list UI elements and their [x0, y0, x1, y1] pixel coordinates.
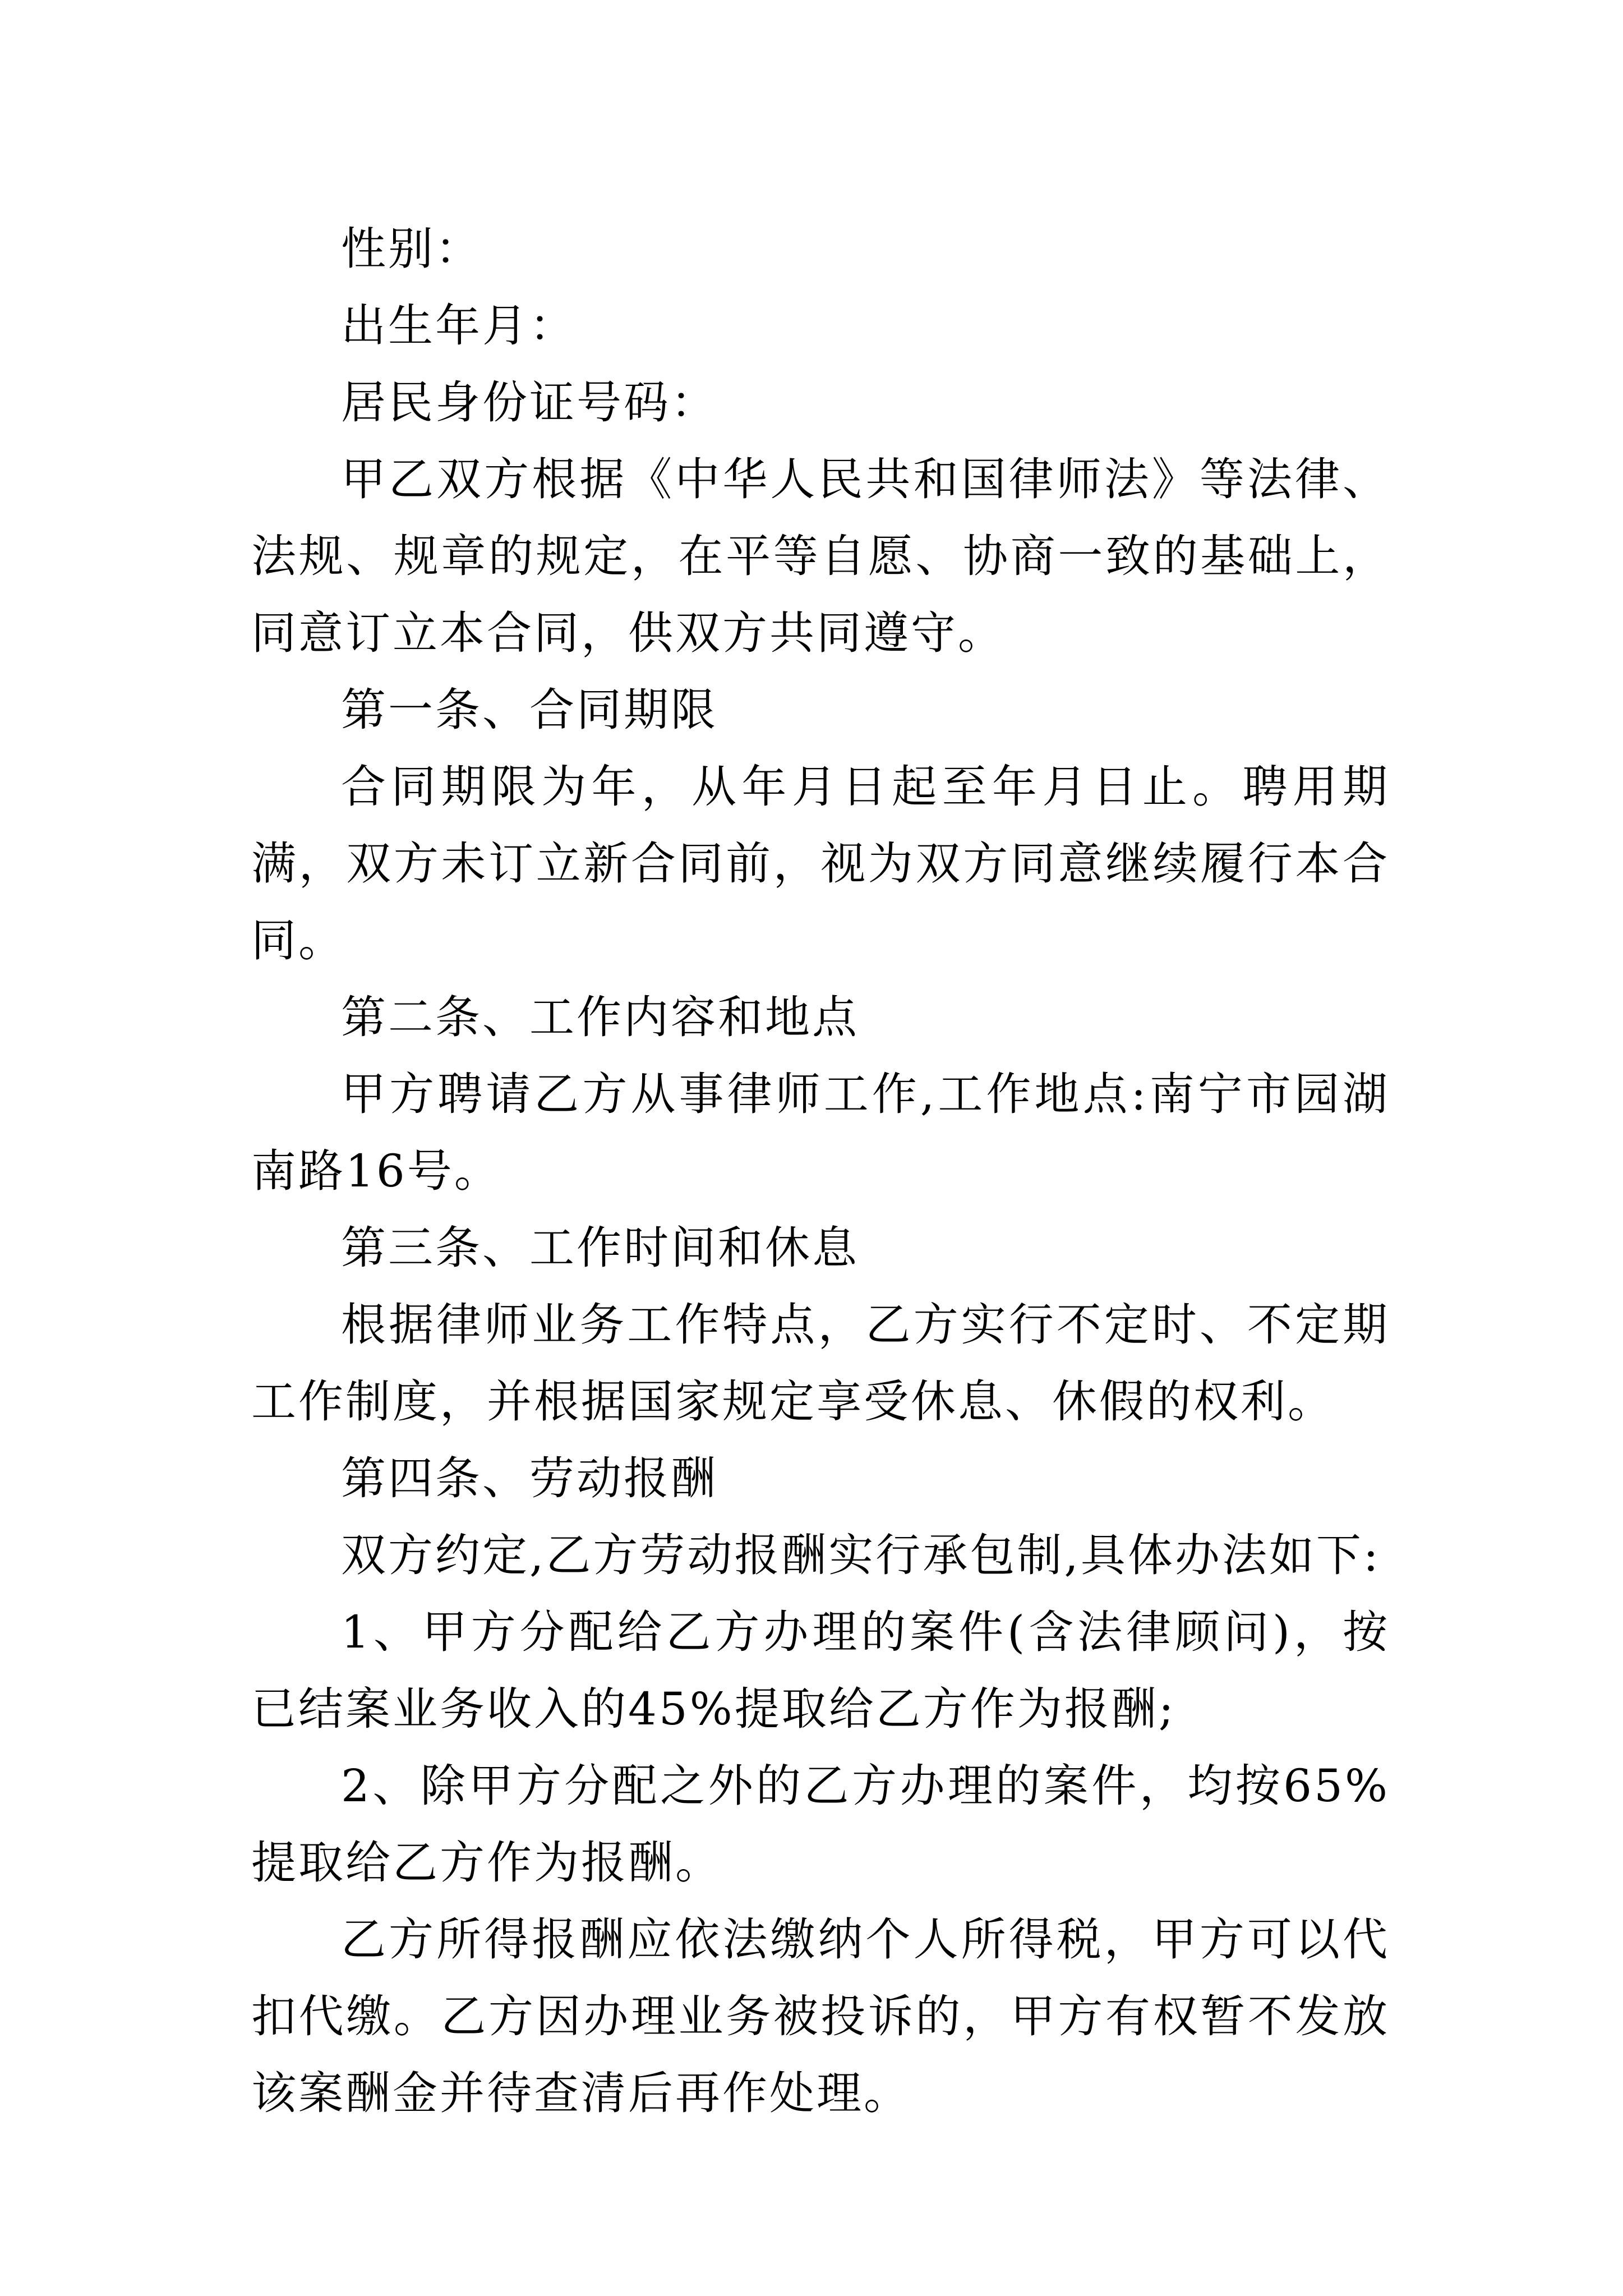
document-page	[251, 210, 1390, 2132]
article-4-intro: 双方约定,乙方劳动报酬实行承包制,具体办法如下:	[341, 1529, 1381, 1581]
article-3-heading: 第三条、工作时间和休息	[341, 1222, 859, 1274]
preamble-paragraph: 甲乙双方根据《中华人民共和国律师法》等法律、法规、规章的规定，在平等自愿、协商一致的基础上，同意订立本合同，供双方共同遵守。	[251, 453, 1390, 659]
article-3-body: 根据律师业务工作特点，乙方实行不定时、不定期工作制度，并根据国家规定享受休息、休假的权利。	[251, 1299, 1390, 1428]
field-id-number: 居民身份证号码：	[341, 376, 718, 429]
article-2-heading: 第二条、工作内容和地点	[341, 991, 859, 1043]
article-4-item-1: 1、甲方分配给乙方办理的案件(含法律顾问)，按已结案业务收入的45%提取给乙方作为报酬;	[251, 1606, 1390, 1735]
article-1-body: 合同期限为年，从年月日起至年月日止。聘用期满，双方未订立新合同前，视为双方同意继续履行本合同。	[251, 761, 1390, 967]
article-1-heading: 第一条、合同期限	[341, 684, 718, 736]
article-4-heading: 第四条、劳动报酬	[341, 1452, 718, 1504]
article-4-item-2: 2、除甲方分配之外的乙方办理的案件，均按65%提取给乙方作为报酬。	[251, 1760, 1390, 1889]
article-2-body: 甲方聘请乙方从事律师工作,工作地点:南宁市园湖南路16号。	[251, 1068, 1390, 1197]
field-birth-date: 出生年月：	[341, 300, 577, 352]
field-gender: 性别：	[341, 223, 482, 275]
article-4-tax-paragraph: 乙方所得报酬应依法缴纳个人所得税，甲方可以代扣代缴。乙方因办理业务被投诉的，甲方有权暂不发放该案酬金并待查清后再作处理。	[251, 1913, 1390, 2119]
